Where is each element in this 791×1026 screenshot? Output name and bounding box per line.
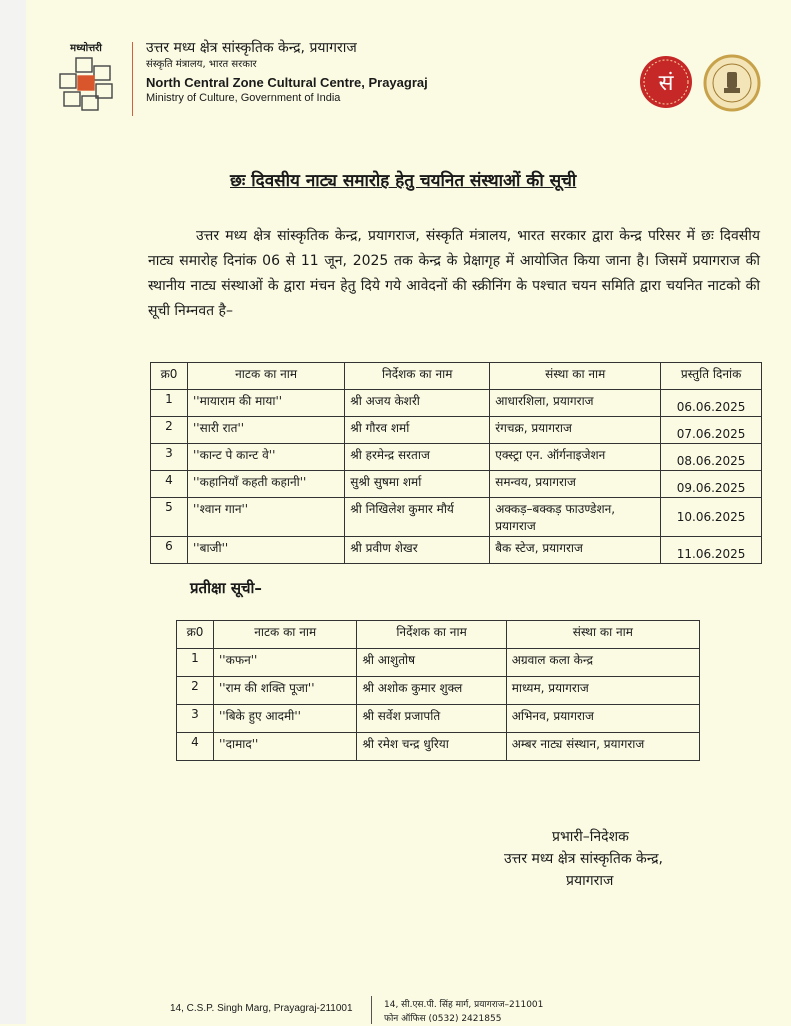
cell-serial: 6 [151,537,188,564]
cell-organisation: समन्वय, प्रयागराज [490,471,661,498]
cell-play: ''कफन'' [214,649,357,677]
logo-caption: मध्योत्तरी [70,43,102,54]
cell-serial: 1 [177,649,214,677]
intro-paragraph: उत्तर मध्य क्षेत्र सांस्कृतिक केन्द्र, प्रयागराज, संस्कृति मंत्रालय, भारत सरकार द्वारा केन्द्र परिसर में छः दिवसीय नाट्य समारोह दिनांक 06 से 11 जून, 2025 तक केन्द्र के प्रेक्षागृह में आयोजित किया जाना है। जिसमें प्रयागराज की स्थानीय नाट्य संस्थाओं के द्वारा मंचन हेतु दिये गये आवेदनों की स्क्रीनिंग के पश्चात चयन समिति द्वारा चयनित नाटको की सूची निम्नवत है– [148,228,760,319]
signatory-designation: प्रभारी–निदेशक [552,829,629,845]
cell-serial: 5 [151,498,188,537]
signatory-city: प्रयागराज [566,873,614,889]
cell-play: ''राम की शक्ति पूजा'' [214,677,357,705]
table-row [177,677,700,705]
signatory-org: उत्तर मध्य क्षेत्र सांस्कृतिक केन्द्र, [504,851,664,867]
cell-organisation: माध्यम, प्रयागराज [506,677,699,705]
cell-serial: 4 [177,733,214,761]
col-header-play: नाटक का नाम [214,621,357,649]
cell-serial: 3 [151,444,188,471]
cell-date: 07.06.2025 [661,417,762,444]
col-header-serial: क्र0 [177,621,214,649]
cell-director: श्री अजय केशरी [345,390,490,417]
waitlist-title: प्रतीक्षा सूची– [190,579,262,597]
sanskriti-seal-icon [638,54,694,110]
cell-serial: 4 [151,471,188,498]
cell-date: 10.06.2025 [661,498,762,537]
nczcc-logo [48,40,128,116]
cell-serial: 2 [151,417,188,444]
cell-organisation: रंगचक्र, प्रयागराज [490,417,661,444]
seal-letter: सं [658,71,674,96]
col-header-director: निर्देशक का नाम [345,363,490,390]
cell-play: ''बिके हुए आदमी'' [214,705,357,733]
table-row [177,733,700,761]
header-divider [132,42,133,116]
table-row [151,498,762,537]
cell-director: श्री अशोक कुमार शुक्ल [357,677,506,705]
table-row [177,649,700,677]
cell-play: ''मायाराम की माया'' [188,390,345,417]
cell-organisation: अम्बर नाट्य संस्थान, प्रयागराज [506,733,699,761]
cell-organisation: अग्रवाल कला केन्द्र [506,649,699,677]
cell-date: 09.06.2025 [661,471,762,498]
signature-block [504,826,663,892]
cell-director: श्री प्रवीण शेखर [345,537,490,564]
col-header-director: निर्देशक का नाम [357,621,506,649]
footer-address-english: 14, C.S.P. Singh Marg, Prayagraj-211001 [170,1003,353,1014]
table-row [151,444,762,471]
cell-organisation: आधारशिला, प्रयागराज [490,390,661,417]
cell-director: श्री रमेश चन्द्र धुरिया [357,733,506,761]
selected-plays-table [150,362,762,564]
cell-organisation: एक्स्ट्रा एन. ऑर्गनाइजेशन [490,444,661,471]
ministry-hindi: संस्कृति मंत्रालय, भारत सरकार [146,59,257,70]
cell-serial: 1 [151,390,188,417]
table-row [151,390,762,417]
cell-date: 08.06.2025 [661,444,762,471]
col-header-serial: क्र0 [151,363,188,390]
cell-director: श्री आशुतोष [357,649,506,677]
footer-phone-line: फोन ऑफिस (0532) 2421855 [384,1014,502,1024]
ministry-english: Ministry of Culture, Government of India [146,92,341,104]
cell-director: श्री निखिलेश कुमार मौर्य [345,498,490,537]
cell-play: ''सारी रात'' [188,417,345,444]
cell-organisation: अभिनव, प्रयागराज [506,705,699,733]
cell-organisation: अक्कड़–बक्कड़ फाउण्डेशन, प्रयागराज [490,498,661,537]
table-row [151,417,762,444]
table-row [151,537,762,564]
table-header-row [177,621,700,649]
document-title: छः दिवसीय नाट्य समारोह हेतु चयनित संस्थाओं की सूची [230,171,577,191]
cell-director: श्री गौरव शर्मा [345,417,490,444]
cell-director: श्री हरमेन्द्र सरताज [345,444,490,471]
table-row [177,705,700,733]
cell-organisation: बैक स्टेज, प्रयागराज [490,537,661,564]
cell-director: श्री सर्वेश प्रजापति [357,705,506,733]
cell-date: 11.06.2025 [661,537,762,564]
col-header-organisation: संस्था का नाम [490,363,661,390]
footer-address-hindi [384,998,543,1026]
col-header-play: नाटक का नाम [188,363,345,390]
table-row [151,471,762,498]
cell-date: 06.06.2025 [661,390,762,417]
org-name-english: North Central Zone Cultural Centre, Prayagraj [146,75,428,90]
cell-serial: 2 [177,677,214,705]
cell-play: ''कहानियाँ कहती कहानी'' [188,471,345,498]
national-emblem-seal-icon [703,54,761,112]
footer-divider [371,996,372,1024]
waitlist-table [176,620,700,761]
org-name-hindi: उत्तर मध्य क्षेत्र सांस्कृतिक केन्द्र, प्रयागराज [146,40,357,56]
cell-play: ''बाजी'' [188,537,345,564]
cell-director: सुश्री सुषमा शर्मा [345,471,490,498]
cell-play: ''श्वान गान'' [188,498,345,537]
letterhead-text [146,40,506,105]
footer-hindi-address-line: 14, सी.एस.पी. सिंह मार्ग, प्रयागराज–211001 [384,1000,544,1010]
cell-play: ''दामाद'' [214,733,357,761]
cell-serial: 3 [177,705,214,733]
table-header-row [151,363,762,390]
scan-edge [0,0,26,1024]
logo-grid-icon [56,56,116,112]
col-header-date: प्रस्तुति दिनांक [661,363,762,390]
cell-play: ''कान्ट पे कान्ट वे'' [188,444,345,471]
col-header-organisation: संस्था का नाम [506,621,699,649]
